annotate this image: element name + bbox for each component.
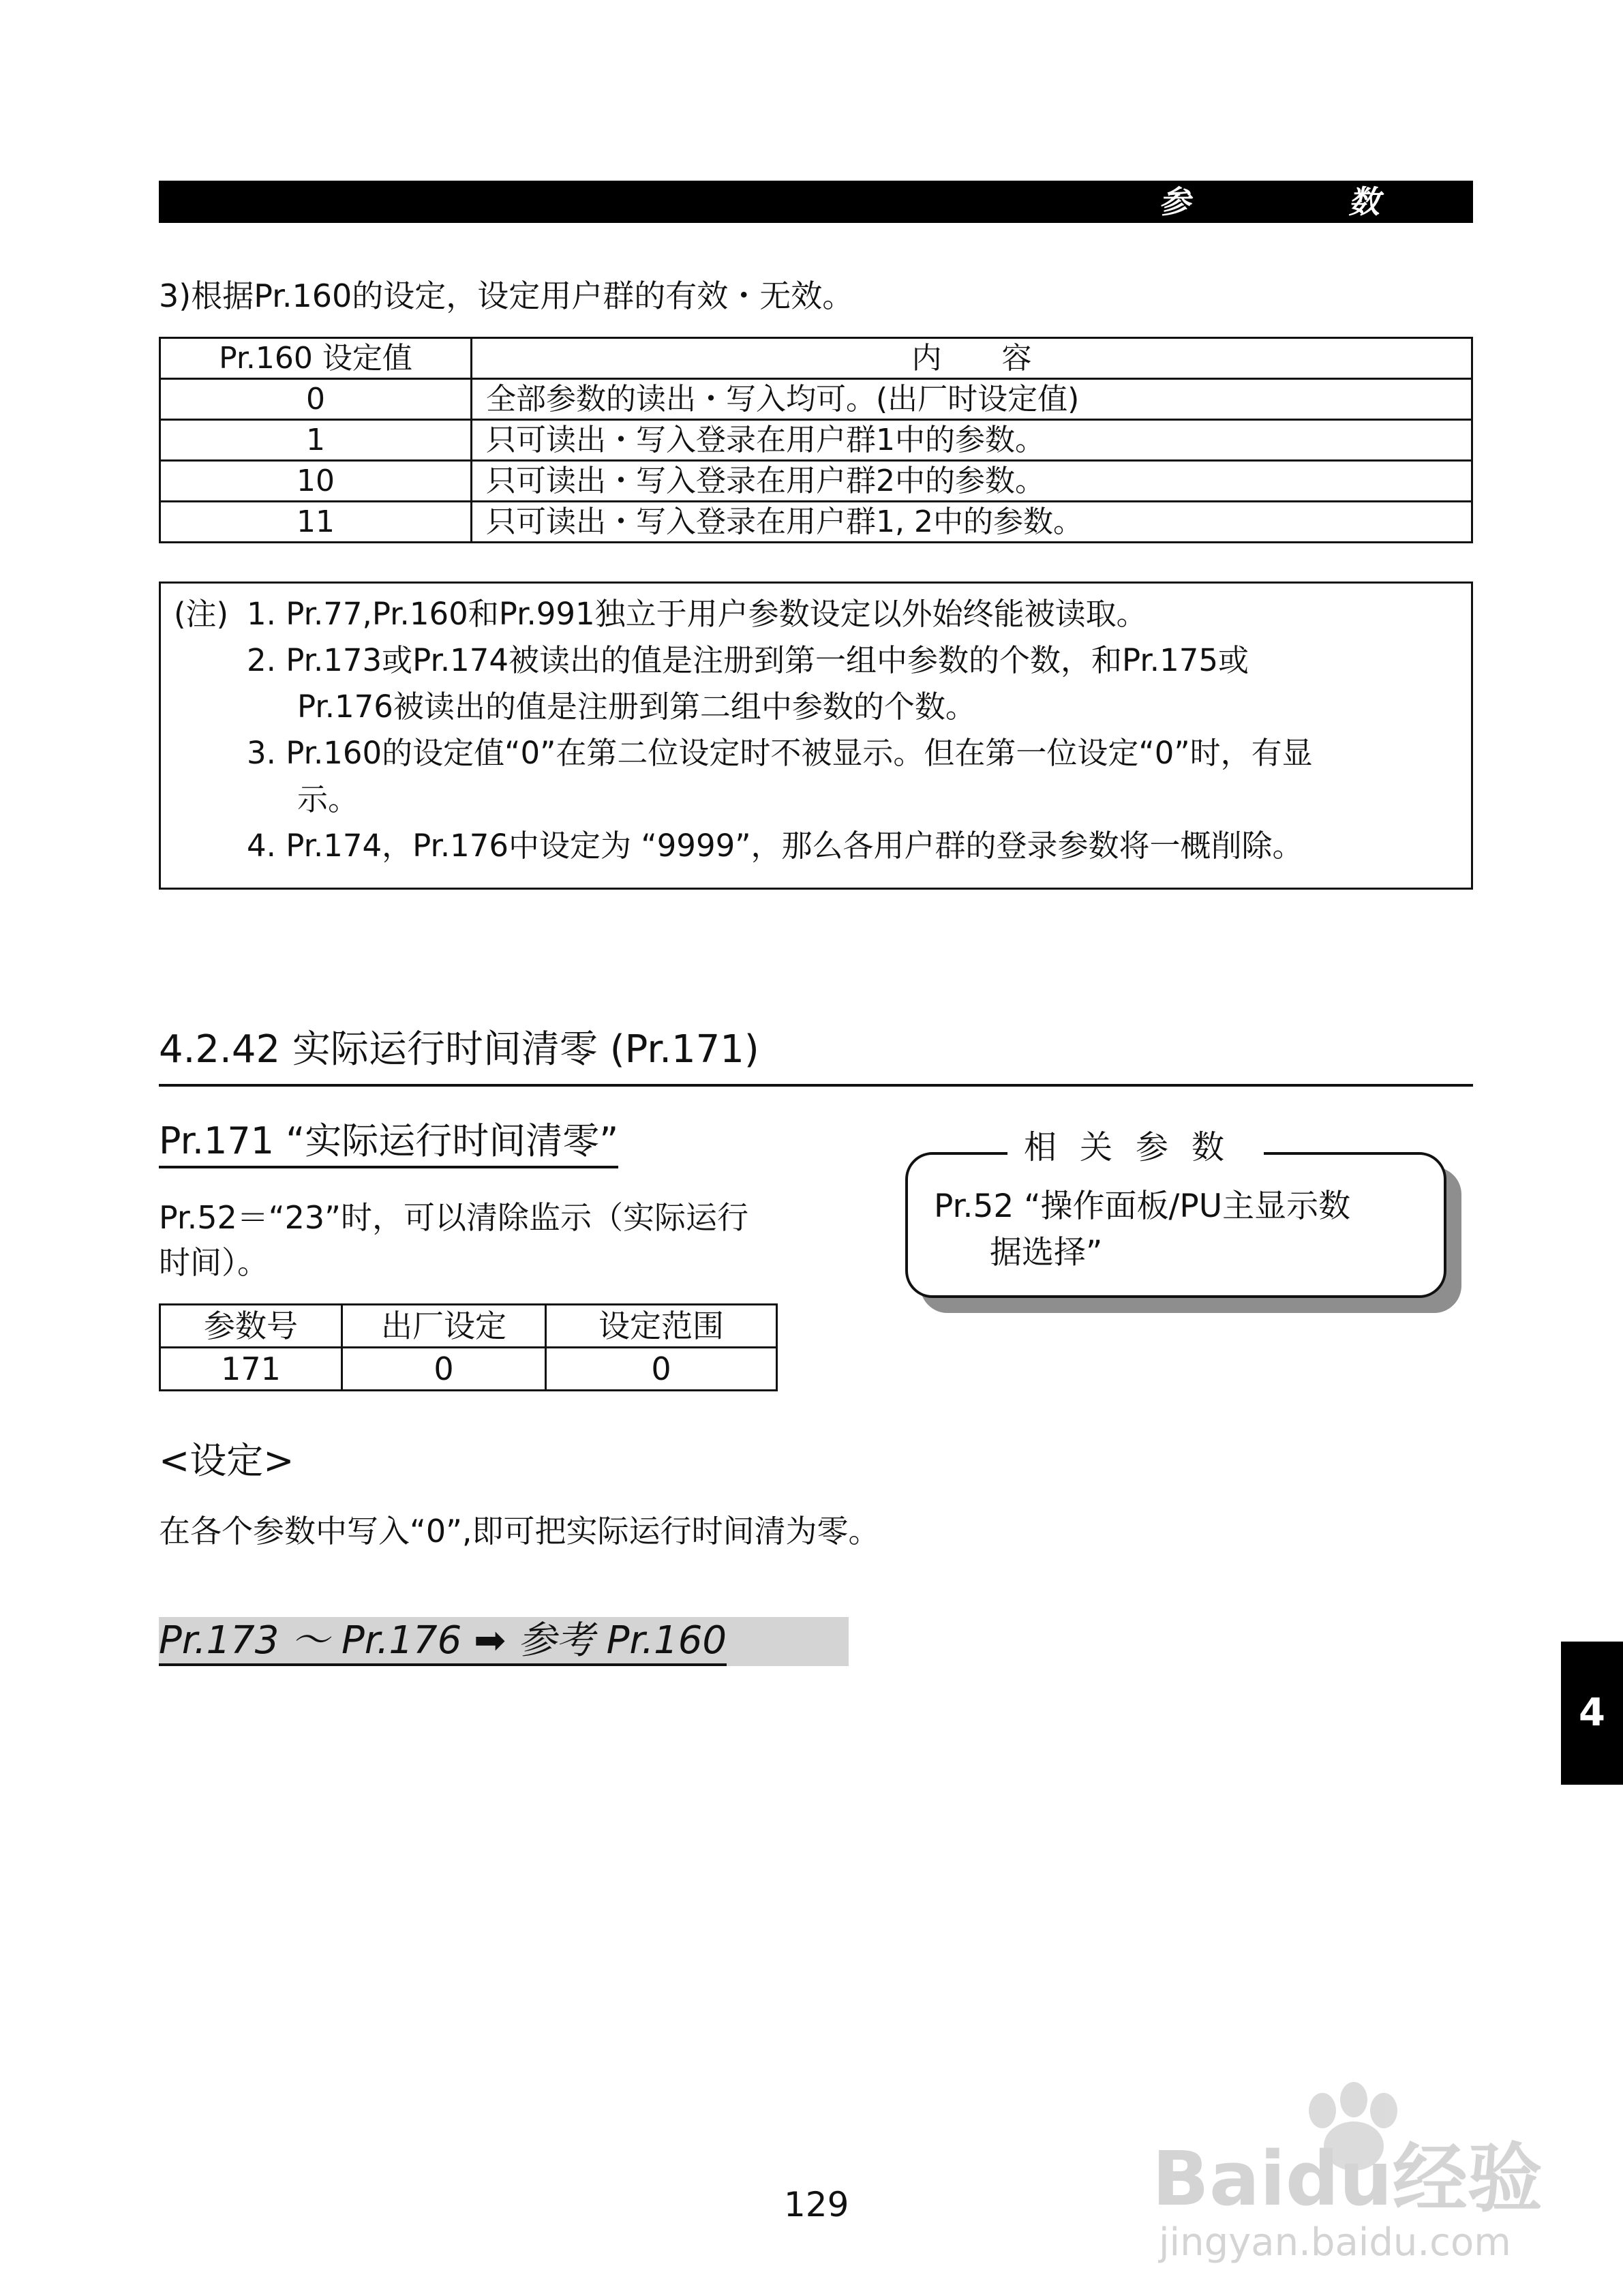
related-line-2: 据选择” [990, 1234, 1103, 1271]
table-cell-content: 只可读出・写入登录在用户群2中的参数。 [472, 461, 1472, 502]
table-header-cell: 设定范围 [546, 1305, 777, 1348]
header-title-char-2: 数 [1348, 183, 1380, 220]
table-cell-value: 11 [160, 502, 472, 543]
table-header-row [160, 1305, 777, 1348]
related-line-1: Pr.52 “操作面板/PU主显示数 [934, 1188, 1351, 1225]
table-cell-value: 0 [160, 379, 472, 420]
baidu-jingyan-watermark [1152, 2072, 1543, 2270]
table-header-cell: 内 容 [472, 338, 1472, 379]
table-header-cell: 参数号 [160, 1305, 342, 1348]
parameter-heading: Pr.171 “实际运行时间清零” [159, 1117, 618, 1168]
note-line: Pr.176被读出的值是注册到第二组中参数的个数。 [297, 689, 976, 725]
table-row [160, 461, 1472, 502]
related-parameters-title: 相关参数 [1007, 1123, 1264, 1171]
description-line-2: 时间）。 [159, 1244, 269, 1281]
note-line: 4. Pr.174，Pr.176中设定为 “9999”，那么各用户群的登录参数将一概削除。 [247, 828, 1303, 864]
setting-heading: <设定> [159, 1439, 294, 1482]
table-cell: 0 [342, 1348, 546, 1391]
table-cell-content: 全部参数的读出・写入均可。(出厂时设定值) [472, 379, 1472, 420]
watermark-url: jingyan.baidu.com [1159, 2220, 1511, 2265]
table-cell: 171 [160, 1348, 342, 1391]
parameter-table [159, 1303, 778, 1391]
table-cell-content: 只可读出・写入登录在用户群1中的参数。 [472, 420, 1472, 461]
table-row [160, 502, 1472, 543]
table-cell-content: 只可读出・写入登录在用户群1, 2中的参数。 [472, 502, 1472, 543]
table-header-row [160, 338, 1472, 379]
note-line: 2. Pr.173或Pr.174被读出的值是注册到第一组中参数的个数，和Pr.175或 [247, 642, 1249, 678]
table-cell-value: 1 [160, 420, 472, 461]
table-row [160, 420, 1472, 461]
section-divider [159, 1084, 1473, 1087]
table-header-cell: 出厂设定 [342, 1305, 546, 1348]
table-header-cell: Pr.160 设定值 [160, 338, 472, 379]
table-row [160, 1348, 777, 1391]
notes-prefix: (注) [174, 596, 229, 632]
note-line: 1. Pr.77,Pr.160和Pr.991独立于用户参数设定以外始终能被读取。 [247, 596, 1147, 632]
section-heading: 4.2.42 实际运行时间清零 (Pr.171) [159, 1027, 759, 1072]
page-number: 129 [784, 2185, 849, 2224]
description-line-1: Pr.52＝“23”时，可以清除监示（实际运行 [159, 1199, 748, 1236]
header-bar [159, 181, 1473, 223]
table-cell-value: 10 [160, 461, 472, 502]
intro-text: 3)根据Pr.160的设定，设定用户群的有效・无效。 [159, 277, 854, 314]
note-line: 3. Pr.160的设定值“0”在第二位设定时不被显示。但在第一位设定“0”时，有显 [247, 735, 1313, 771]
setting-text: 在各个参数中写入“0”,即可把实际运行时间清为零。 [159, 1513, 880, 1550]
header-title-char-1: 参 [1159, 183, 1190, 220]
reference-link: Pr.173 ～ Pr.176 ➡ 参考 Pr.160 [159, 1618, 727, 1666]
table-row [160, 379, 1472, 420]
table-cell: 0 [546, 1348, 777, 1391]
chapter-number: 4 [1579, 1691, 1605, 1735]
note-line: 示。 [297, 781, 359, 817]
watermark-logo: Baidu经验 [1152, 2135, 1543, 2222]
user-group-setting-table [159, 337, 1473, 543]
